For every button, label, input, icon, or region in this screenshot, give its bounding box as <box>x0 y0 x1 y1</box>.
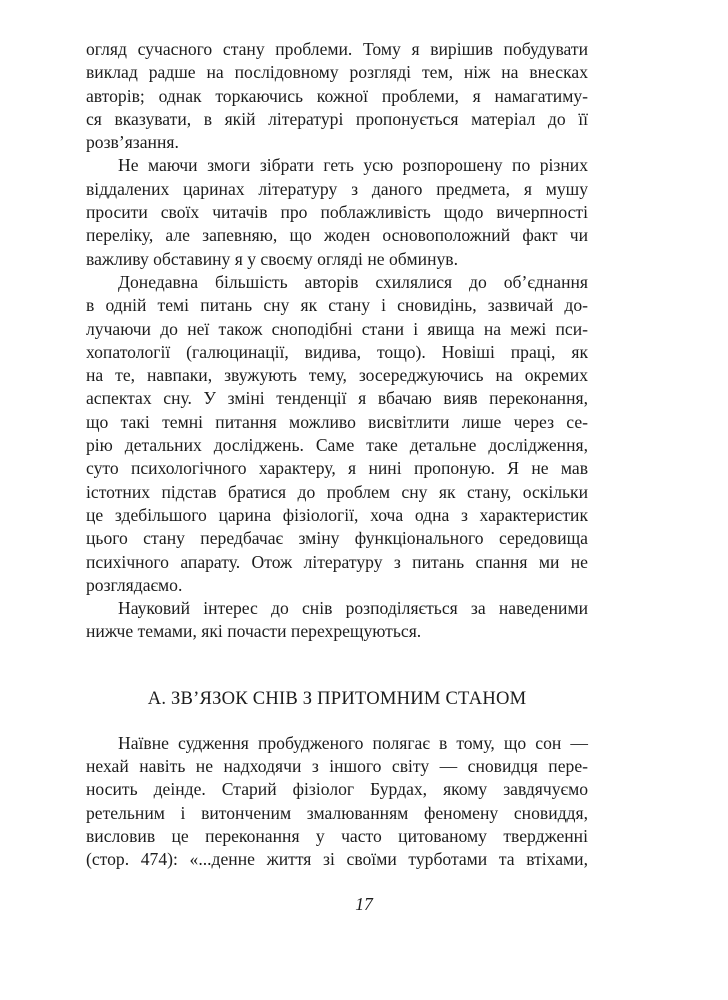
section-paragraph <box>86 732 588 872</box>
text-line: Донедавна більшість авторів схилялися до об’єднання <box>118 271 588 292</box>
text-line: ся вказувати, в якій літературі пропонується матеріал до її <box>86 108 588 129</box>
text-line: авторів; однак торкаючись кожної проблеми, я намагатиму- <box>86 85 588 106</box>
paragraph-4 <box>86 597 588 644</box>
text-line: просити своїх читачів про поблажливість щодо вичерпності <box>86 202 588 223</box>
text-line: ретельним і витонченим змалюванням феномену сновиддя, <box>86 802 588 823</box>
paragraph-2 <box>86 154 588 270</box>
text-line: суто психологічного характеру, я нині пропоную. Я не мав <box>86 458 588 479</box>
text-line: аспектах сну. У зміні тенденції я вбачаю вияв переконання, <box>86 388 588 409</box>
text-line: в одній темі питань сну як стану і сновидінь, зазвичай до- <box>86 295 588 316</box>
text-line: Не маючи змоги зібрати геть усю розпорошену по різних <box>118 155 588 176</box>
section-heading: А. ЗВ’ЯЗОК СНІВ З ПРИТОМНИМ СТАНОМ <box>147 687 527 709</box>
text-line: носить деінде. Старий фізіолог Бурдах, якому завдячуємо <box>86 779 588 800</box>
text-line: огляд сучасного стану проблеми. Тому я вирішив побудувати <box>86 39 588 59</box>
text-line: істотних підстав братися до проблем сну як стану, оскільки <box>86 481 588 502</box>
text-line: переліку, але запевняю, що жоден основоположний факт чи <box>86 225 588 246</box>
text-line: віддалених царинах літературу з даного предмета, я мушу <box>86 178 588 199</box>
paragraph-1 <box>86 38 588 154</box>
text-line: це здебільшого царина фізіології, хоча одна з характеристик <box>86 504 588 525</box>
text-line: нижче темами, які почасти перехрещуються. <box>86 621 422 642</box>
text-line: що такі темні питання можливо висвітлити лише через се- <box>86 411 588 432</box>
text-line: на те, навпаки, звужують тему, зосереджуючись на окремих <box>86 365 588 386</box>
text-line: рію детальних досліджень. Саме таке детальне дослідження, <box>86 435 588 456</box>
text-line: лучаючи до неї також сноподібні стани і явища на межі пси- <box>86 318 588 339</box>
text-line: важливу обставину я у своєму огляді не обминув. <box>86 248 458 269</box>
text-line: Науковий інтерес до снів розподіляється за наведеними <box>118 598 588 619</box>
paragraph-3 <box>86 271 588 597</box>
text-line: розглядаємо. <box>86 574 183 595</box>
text-line: цього стану передбачає зміну функціонального середовища <box>86 528 588 549</box>
text-line: розв’язання. <box>86 132 179 153</box>
text-line: виклад радше на послідовному розгляді тем, ніж на внесках <box>86 62 588 83</box>
text-line: психічного апарату. Отож літературу з питань спання ми не <box>86 551 588 572</box>
page-body <box>86 38 588 872</box>
text-line: хопатології (галюцинації, видива, тощо). Новіші праці, як <box>86 341 588 362</box>
text-line: нехай навіть не надходячи з іншого світу — сновидця пере- <box>86 756 588 777</box>
text-line: висловив це переконання у часто цитованому твердженні <box>86 825 588 846</box>
text-line: Наївне судження пробудженого полягає в тому, що сон — <box>118 732 588 753</box>
page-number: 17 <box>355 894 373 914</box>
text-line: (стор. 474): «...денне життя зі своїми турботами та втіхами, <box>86 849 588 870</box>
